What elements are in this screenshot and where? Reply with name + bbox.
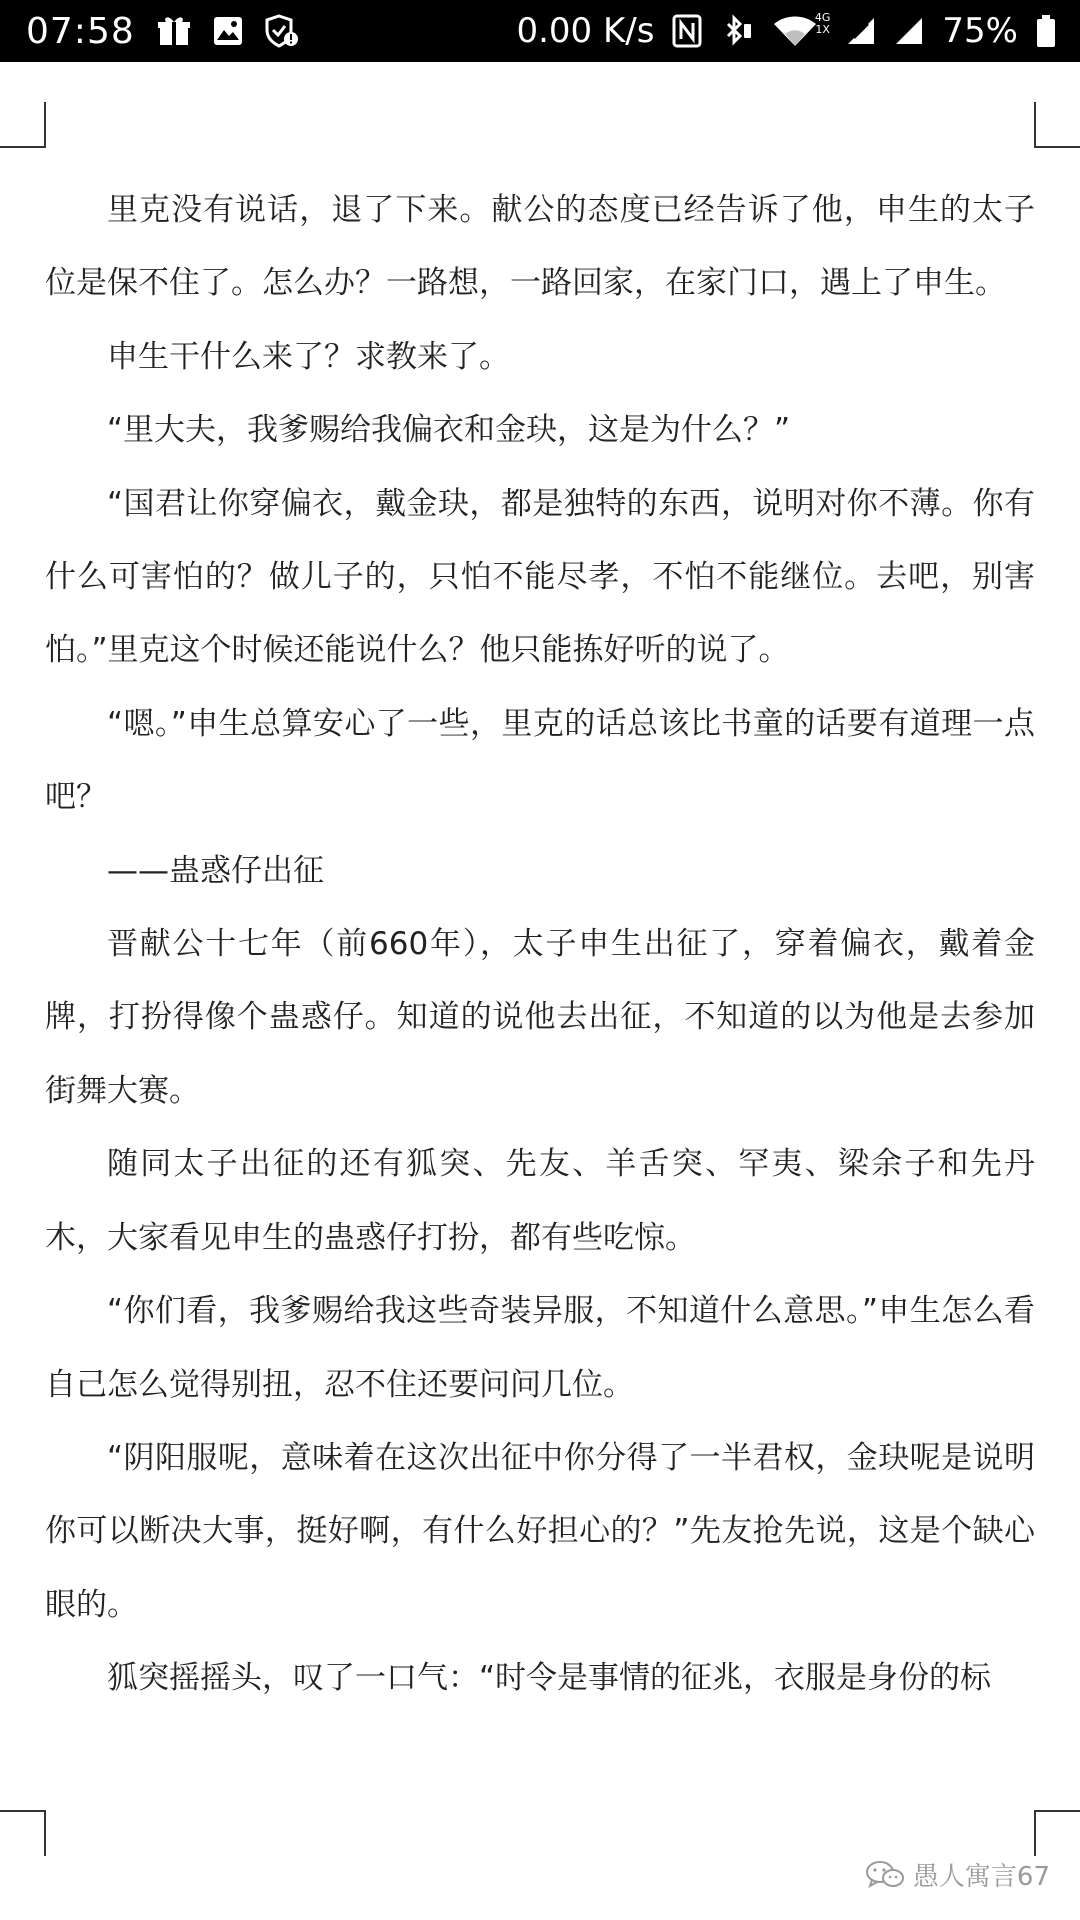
watermark-text: 愚人寓言67 <box>912 1862 1050 1892</box>
signal-icon <box>846 16 876 46</box>
image-icon <box>213 16 243 46</box>
network-type-bottom: 1X <box>815 23 830 36</box>
network-speed: 0.00 K/s <box>516 11 655 51</box>
crop-mark-top-right <box>1034 102 1080 148</box>
gift-box-icon <box>157 14 191 48</box>
status-bar <box>0 0 1080 62</box>
crop-mark-top-left <box>0 102 46 148</box>
status-bar-left <box>26 0 299 62</box>
paragraph: “嗯。”申生总算安心了一些，里克的话总该比书童的话要有道理一点吧？ <box>45 705 1035 816</box>
crop-mark-bottom-left <box>0 1810 46 1856</box>
paragraph: “你们看，我爹赐给我这些奇装异服，不知道什么意思。”申生怎么看自己怎么觉得别扭，忍不住还要问问几位。 <box>45 1293 1035 1403</box>
bluetooth-vibrate-icon <box>720 14 754 48</box>
watermark <box>865 1856 1050 1893</box>
paragraph: “阴阳服呢，意味着在这次出征中你分得了一半君权，金玦呢是说明你可以断决大事，挺好啊，有什么好担心的？”先友抢先说，这是个缺心眼的。 <box>45 1439 1035 1623</box>
wifi-icon <box>772 11 831 48</box>
status-bar-right <box>516 0 1056 62</box>
document-page <box>0 62 1080 1920</box>
paragraph: 申生干什么来了？求教来了。 <box>107 338 510 375</box>
wechat-icon <box>865 1859 905 1891</box>
signal-icon-2 <box>894 16 924 46</box>
paragraph: 狐突摇摇头，叹了一口气：“时令是事情的征兆，衣服是身份的标 <box>107 1660 992 1697</box>
shield-alert-icon <box>265 14 299 48</box>
crop-mark-bottom-right <box>1034 1810 1080 1856</box>
section-heading: ——蛊惑仔出征 <box>107 852 324 889</box>
status-time: 07:58 <box>26 10 135 52</box>
nfc-icon <box>672 14 702 48</box>
battery-icon <box>1036 14 1056 48</box>
paragraph: “里大夫，我爹赐给我偏衣和金玦，这是为什么？” <box>107 412 791 449</box>
paragraph: 里克没有说话，退了下来。献公的态度已经告诉了他，申生的太子位是保不住了。怎么办？一路想，一路回家，在家门口，遇上了申生。 <box>45 192 1035 302</box>
paragraph: “国君让你穿偏衣，戴金玦，都是独特的东西，说明对你不薄。你有什么可害怕的？做儿子的，只怕不能尽孝，不怕不能继位。去吧，别害怕。”里克这个时候还能说什么？他只能拣好听的说了。 <box>45 485 1035 669</box>
paragraph: 晋献公十七年（前660年），太子申生出征了，穿着偏衣，戴着金牌，打扮得像个蛊惑仔。知道的说他去出征，不知道的以为他是去参加街舞大赛。 <box>45 926 1035 1109</box>
document-body <box>45 174 1035 1716</box>
battery-percent: 75% <box>942 11 1018 51</box>
paragraph: 随同太子出征的还有狐突、先友、羊舌突、罕夷、梁余子和先丹木，大家看见申生的蛊惑仔打扮，都有些吃惊。 <box>45 1146 1035 1256</box>
network-type-top: 4G <box>814 11 831 24</box>
